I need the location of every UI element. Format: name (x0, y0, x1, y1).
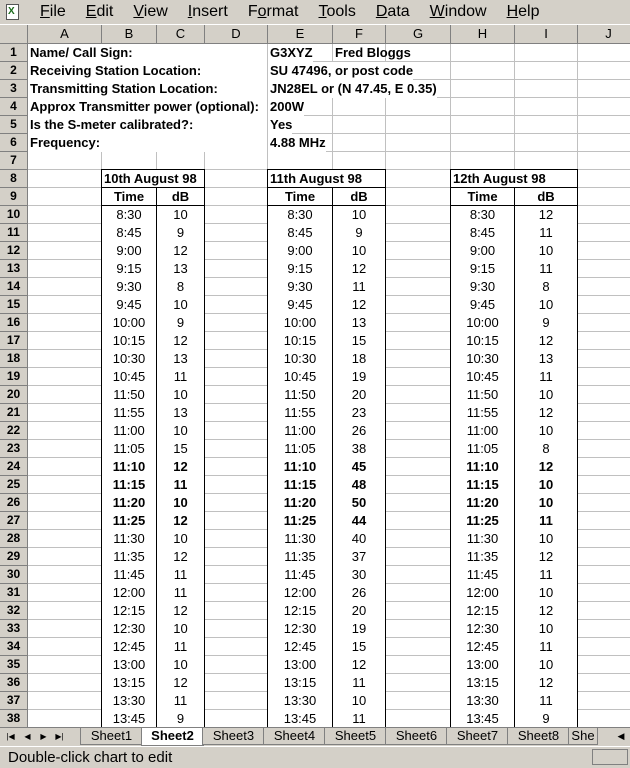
table-cell-time[interactable]: 9:15 (268, 260, 332, 278)
table-cell-time[interactable]: 11:20 (451, 494, 514, 512)
table-cell-db[interactable]: 30 (333, 566, 385, 584)
row-header-35[interactable]: 35 (0, 656, 28, 674)
table-cell-db[interactable]: 10 (333, 206, 385, 224)
table-cell-db[interactable]: 9 (157, 224, 204, 242)
table-cell-time[interactable]: 11:30 (268, 530, 332, 548)
row-header-3[interactable]: 3 (0, 80, 28, 98)
table-cell-db[interactable]: 19 (333, 368, 385, 386)
table-cell-time[interactable]: 11:05 (268, 440, 332, 458)
row-header-29[interactable]: 29 (0, 548, 28, 566)
row-header-16[interactable]: 16 (0, 314, 28, 332)
table-border-middle (156, 187, 157, 727)
tab-sheet4[interactable]: Sheet4 (263, 728, 326, 745)
table-cell-db[interactable]: 8 (515, 278, 577, 296)
table-cell-time[interactable]: 9:15 (102, 260, 156, 278)
table-cell-time[interactable]: 12:00 (268, 584, 332, 602)
table-cell-time[interactable]: 10:45 (451, 368, 514, 386)
menu-data[interactable]: Data (375, 3, 410, 20)
table-cell-time[interactable]: 10:00 (268, 314, 332, 332)
row-header-26[interactable]: 26 (0, 494, 28, 512)
table-border-left (450, 169, 451, 727)
table-cell-time[interactable]: 9:30 (102, 278, 156, 296)
table-cell-db[interactable]: 9 (157, 710, 204, 727)
table-cell-time[interactable]: 11:30 (102, 530, 156, 548)
table-cell-time[interactable]: 12:00 (451, 584, 514, 602)
row-header-34[interactable]: 34 (0, 638, 28, 656)
row-header-11[interactable]: 11 (0, 224, 28, 242)
row-header-38[interactable]: 38 (0, 710, 28, 727)
table-cell-time[interactable]: 10:30 (451, 350, 514, 368)
table-cell-db[interactable]: 15 (157, 440, 204, 458)
table-cell-time[interactable]: 10:30 (102, 350, 156, 368)
table-cell-db[interactable]: 10 (515, 476, 577, 494)
table-cell-db[interactable]: 26 (333, 584, 385, 602)
table-cell-db[interactable]: 11 (515, 224, 577, 242)
menu-file[interactable]: File (40, 3, 66, 20)
row-header-33[interactable]: 33 (0, 620, 28, 638)
row-header-36[interactable]: 36 (0, 674, 28, 692)
table-cell-time[interactable]: 12:15 (268, 602, 332, 620)
table-cell-time[interactable]: 11:10 (102, 458, 156, 476)
table-cell-db[interactable]: 11 (157, 566, 204, 584)
menu-view[interactable]: View (133, 3, 168, 20)
table-cell-db[interactable]: 10 (333, 692, 385, 710)
table-cell-db[interactable]: 10 (157, 296, 204, 314)
last-sheet-button[interactable]: ▶| (55, 732, 64, 741)
menu-insert[interactable]: Insert (187, 3, 228, 20)
table-border-top (450, 169, 578, 170)
table-cell-db[interactable]: 19 (333, 620, 385, 638)
table-cell-db[interactable]: 11 (515, 368, 577, 386)
table-cell-time[interactable]: 13:00 (102, 656, 156, 674)
column-header-f[interactable]: F (333, 25, 386, 44)
table-cell-time[interactable]: 9:45 (102, 296, 156, 314)
table-cell-db[interactable]: 10 (157, 620, 204, 638)
table-cell-time[interactable]: 12:45 (451, 638, 514, 656)
table-cell-db[interactable]: 11 (157, 638, 204, 656)
info-value[interactable]: Yes (270, 117, 293, 132)
table-cell-time[interactable]: 10:00 (451, 314, 514, 332)
tab-sheet2[interactable]: Sheet2 (141, 728, 204, 746)
table-cell-db[interactable]: 9 (157, 314, 204, 332)
table-cell-time[interactable]: 8:30 (102, 206, 156, 224)
table-cell-db[interactable]: 11 (515, 638, 577, 656)
table-cell-db[interactable]: 40 (333, 530, 385, 548)
table-cell-db[interactable]: 23 (333, 404, 385, 422)
table-cell-db[interactable]: 20 (333, 602, 385, 620)
tab-sheet8[interactable]: Sheet8 (507, 728, 570, 745)
column-label-time[interactable]: Time (102, 188, 156, 206)
table-cell-db[interactable]: 12 (515, 206, 577, 224)
table-cell-db[interactable]: 12 (157, 548, 204, 566)
info-value[interactable]: 200W (270, 99, 304, 114)
table-cell-db[interactable]: 12 (157, 332, 204, 350)
row-header-2[interactable]: 2 (0, 62, 28, 80)
table-cell-db[interactable]: 10 (157, 494, 204, 512)
row-header-1[interactable]: 1 (0, 44, 28, 62)
table-cell-time[interactable]: 13:00 (451, 656, 514, 674)
row-header-8[interactable]: 8 (0, 170, 28, 188)
tab-sheet1[interactable]: Sheet1 (80, 728, 143, 745)
row-header-17[interactable]: 17 (0, 332, 28, 350)
table-cell-time[interactable]: 12:15 (102, 602, 156, 620)
table-cell-db[interactable]: 10 (515, 620, 577, 638)
table-cell-db[interactable]: 10 (515, 386, 577, 404)
table-cell-time[interactable]: 11:10 (451, 458, 514, 476)
table-cell-db[interactable]: 44 (333, 512, 385, 530)
table-cell-db[interactable]: 12 (515, 332, 577, 350)
column-label-db[interactable]: dB (157, 188, 204, 206)
table-cell-time[interactable]: 11:25 (268, 512, 332, 530)
table-cell-time[interactable]: 13:45 (451, 710, 514, 727)
table-cell-db[interactable]: 11 (333, 674, 385, 692)
column-header-g[interactable]: G (386, 25, 451, 44)
table-cell-time[interactable]: 11:05 (102, 440, 156, 458)
row-header-7[interactable]: 7 (0, 152, 28, 170)
table-cell-time[interactable]: 11:15 (268, 476, 332, 494)
table-border-top (101, 169, 205, 170)
table-cell-time[interactable]: 11:30 (451, 530, 514, 548)
row-header-37[interactable]: 37 (0, 692, 28, 710)
table-cell-time[interactable]: 8:30 (451, 206, 514, 224)
table-cell-time[interactable]: 11:20 (102, 494, 156, 512)
info-label[interactable]: Transmitting Station Location: (28, 80, 267, 98)
table-cell-db[interactable]: 37 (333, 548, 385, 566)
table-cell-time[interactable]: 9:45 (268, 296, 332, 314)
table-border-title (267, 187, 386, 188)
table-border-header (267, 205, 386, 206)
table-cell-db[interactable]: 11 (515, 260, 577, 278)
table-cell-time[interactable]: 11:20 (268, 494, 332, 512)
menu-format[interactable]: Format (247, 3, 299, 20)
table-cell-db[interactable]: 12 (157, 242, 204, 260)
tab-sheet7[interactable]: Sheet7 (446, 728, 509, 745)
column-header-a[interactable]: A (28, 25, 102, 44)
table-cell-time[interactable]: 10:15 (102, 332, 156, 350)
table-cell-db[interactable]: 12 (157, 512, 204, 530)
table-cell-time[interactable]: 13:15 (451, 674, 514, 692)
table-border-middle (332, 187, 333, 727)
table-cell-db[interactable]: 10 (515, 296, 577, 314)
table-cell-time[interactable]: 9:30 (268, 278, 332, 296)
table-cell-time[interactable]: 11:35 (451, 548, 514, 566)
table-cell-db[interactable]: 8 (515, 440, 577, 458)
table-cell-time[interactable]: 11:55 (102, 404, 156, 422)
info-value[interactable]: 4.88 MHz (270, 135, 326, 150)
table-cell-db[interactable]: 12 (157, 602, 204, 620)
row-header-31[interactable]: 31 (0, 584, 28, 602)
table-cell-time[interactable]: 9:45 (451, 296, 514, 314)
table-cell-time[interactable]: 12:30 (102, 620, 156, 638)
table-cell-db[interactable]: 12 (333, 296, 385, 314)
table-cell-db[interactable]: 11 (157, 476, 204, 494)
table-cell-time[interactable]: 9:30 (451, 278, 514, 296)
column-header-e[interactable]: E (268, 25, 333, 44)
table-cell-db[interactable]: 10 (333, 242, 385, 260)
table-cell-time[interactable]: 13:15 (102, 674, 156, 692)
info-value-name[interactable]: Fred Bloggs (335, 45, 411, 60)
table-cell-time[interactable]: 11:45 (102, 566, 156, 584)
table-cell-time[interactable]: 8:45 (451, 224, 514, 242)
table-cell-time[interactable]: 9:00 (268, 242, 332, 260)
table-cell-db[interactable]: 11 (333, 710, 385, 727)
next-sheet-button[interactable]: ▶ (40, 732, 47, 741)
row-header-19[interactable]: 19 (0, 368, 28, 386)
prev-sheet-button[interactable]: ◀ (24, 732, 31, 741)
table-border-top (267, 169, 386, 170)
table-cell-time[interactable]: 12:15 (451, 602, 514, 620)
row-header-10[interactable]: 10 (0, 206, 28, 224)
table-cell-db[interactable]: 26 (333, 422, 385, 440)
table-cell-db[interactable]: 9 (333, 224, 385, 242)
table-cell-db[interactable]: 12 (333, 656, 385, 674)
row-header-25[interactable]: 25 (0, 476, 28, 494)
table-cell-db[interactable]: 38 (333, 440, 385, 458)
table-cell-time[interactable]: 9:00 (102, 242, 156, 260)
table-cell-time[interactable]: 12:30 (268, 620, 332, 638)
table-cell-db[interactable]: 10 (157, 206, 204, 224)
info-value[interactable]: SU 47496, or post code (270, 63, 414, 78)
row-header-14[interactable]: 14 (0, 278, 28, 296)
table-cell-time[interactable]: 11:15 (102, 476, 156, 494)
table-cell-time[interactable]: 12:45 (102, 638, 156, 656)
table-cell-time[interactable]: 13:30 (102, 692, 156, 710)
table-border-right (204, 169, 205, 727)
table-cell-db[interactable]: 12 (515, 404, 577, 422)
table-cell-time[interactable]: 10:30 (268, 350, 332, 368)
menu-tools[interactable]: Tools (318, 3, 356, 20)
table-title[interactable]: 12th August 98 (451, 170, 577, 188)
table-border-left (267, 169, 268, 727)
table-cell-time[interactable]: 11:55 (451, 404, 514, 422)
table-cell-db[interactable]: 10 (515, 584, 577, 602)
table-cell-time[interactable]: 13:30 (268, 692, 332, 710)
info-label[interactable]: Receiving Station Location: (28, 62, 267, 80)
row-header-18[interactable]: 18 (0, 350, 28, 368)
tab-she[interactable]: She (568, 728, 598, 745)
table-cell-time[interactable]: 13:30 (451, 692, 514, 710)
spreadsheet-grid (0, 25, 630, 727)
table-cell-db[interactable]: 15 (333, 638, 385, 656)
row-header-4[interactable]: 4 (0, 98, 28, 116)
table-cell-time[interactable]: 10:15 (268, 332, 332, 350)
row-header-30[interactable]: 30 (0, 566, 28, 584)
tab-sheet6[interactable]: Sheet6 (385, 728, 448, 745)
table-border-right (385, 169, 386, 727)
info-value[interactable]: JN28EL or (N 47.45, E 0.35) (270, 81, 437, 96)
table-cell-db[interactable]: 11 (157, 692, 204, 710)
table-cell-db[interactable]: 13 (157, 404, 204, 422)
column-label-db[interactable]: dB (515, 188, 577, 206)
table-cell-time[interactable]: 12:45 (268, 638, 332, 656)
table-cell-db[interactable]: 10 (515, 656, 577, 674)
table-cell-time[interactable]: 11:50 (451, 386, 514, 404)
column-header-j[interactable]: J (578, 25, 630, 44)
table-cell-db[interactable]: 10 (157, 422, 204, 440)
table-cell-db[interactable]: 9 (515, 314, 577, 332)
row-header-21[interactable]: 21 (0, 404, 28, 422)
table-cell-time[interactable]: 12:30 (451, 620, 514, 638)
table-cell-time[interactable]: 11:35 (102, 548, 156, 566)
table-cell-db[interactable]: 18 (333, 350, 385, 368)
table-border-right (577, 169, 578, 727)
column-header-h[interactable]: H (451, 25, 515, 44)
table-title[interactable]: 10th August 98 (102, 170, 204, 188)
table-cell-db[interactable]: 11 (515, 566, 577, 584)
table-cell-db[interactable]: 13 (515, 350, 577, 368)
table-border-title (101, 187, 205, 188)
menu-window[interactable]: Window (429, 3, 487, 20)
table-cell-time[interactable]: 9:15 (451, 260, 514, 278)
table-border-left (101, 169, 102, 727)
table-cell-db[interactable]: 20 (333, 386, 385, 404)
status-text: Double-click chart to edit (8, 749, 173, 766)
tab-scroll-icon[interactable]: ◀ (617, 731, 625, 741)
row-header-27[interactable]: 27 (0, 512, 28, 530)
table-cell-time[interactable]: 11:00 (268, 422, 332, 440)
table-cell-db[interactable]: 11 (333, 278, 385, 296)
table-cell-db[interactable]: 9 (515, 710, 577, 727)
table-cell-db[interactable]: 50 (333, 494, 385, 512)
table-cell-time[interactable]: 11:00 (102, 422, 156, 440)
table-cell-db[interactable]: 15 (333, 332, 385, 350)
table-cell-db[interactable]: 13 (333, 314, 385, 332)
status-bar (0, 746, 630, 768)
row-header-6[interactable]: 6 (0, 134, 28, 152)
row-header-32[interactable]: 32 (0, 602, 28, 620)
table-cell-time[interactable]: 8:45 (268, 224, 332, 242)
table-title[interactable]: 11th August 98 (268, 170, 385, 188)
table-cell-db[interactable]: 10 (157, 530, 204, 548)
table-cell-time[interactable]: 11:55 (268, 404, 332, 422)
table-cell-time[interactable]: 11:50 (268, 386, 332, 404)
table-cell-db[interactable]: 13 (157, 350, 204, 368)
table-cell-db[interactable]: 11 (515, 692, 577, 710)
table-cell-time[interactable]: 10:15 (451, 332, 514, 350)
tab-sheet3[interactable]: Sheet3 (202, 728, 265, 745)
table-cell-time[interactable]: 10:45 (102, 368, 156, 386)
table-cell-db[interactable]: 11 (515, 512, 577, 530)
column-header-d[interactable]: D (205, 25, 268, 44)
row-header-23[interactable]: 23 (0, 440, 28, 458)
row-header-9[interactable]: 9 (0, 188, 28, 206)
table-cell-time[interactable]: 11:25 (451, 512, 514, 530)
table-cell-time[interactable]: 13:15 (268, 674, 332, 692)
column-header-b[interactable]: B (102, 25, 157, 44)
menu-help[interactable]: Help (506, 3, 540, 20)
info-label[interactable]: Is the S-meter calibrated?: (28, 116, 267, 134)
table-cell-time[interactable]: 13:00 (268, 656, 332, 674)
table-cell-db[interactable]: 12 (157, 458, 204, 476)
table-cell-time[interactable]: 11:10 (268, 458, 332, 476)
table-cell-time[interactable]: 8:30 (268, 206, 332, 224)
table-cell-db[interactable]: 45 (333, 458, 385, 476)
table-cell-db[interactable]: 10 (515, 494, 577, 512)
table-cell-db[interactable]: 11 (157, 368, 204, 386)
table-cell-time[interactable]: 11:00 (451, 422, 514, 440)
row-header-28[interactable]: 28 (0, 530, 28, 548)
table-cell-time[interactable]: 13:45 (102, 710, 156, 727)
menu-edit[interactable]: Edit (85, 3, 114, 20)
table-cell-time[interactable]: 11:15 (451, 476, 514, 494)
tab-sheet5[interactable]: Sheet5 (324, 728, 387, 745)
menu-items (30, 0, 550, 24)
info-label[interactable]: Approx Transmitter power (optional): (28, 98, 267, 116)
table-cell-time[interactable]: 13:45 (268, 710, 332, 727)
row-header-22[interactable]: 22 (0, 422, 28, 440)
table-cell-time[interactable]: 12:00 (102, 584, 156, 602)
table-cell-db[interactable]: 10 (157, 386, 204, 404)
table-cell-time[interactable]: 10:45 (268, 368, 332, 386)
column-label-time[interactable]: Time (268, 188, 332, 206)
info-label[interactable]: Frequency: (28, 134, 267, 152)
status-panel (592, 749, 628, 765)
table-border-middle (514, 187, 515, 727)
column-header-i[interactable]: I (515, 25, 578, 44)
column-label-db[interactable]: dB (333, 188, 385, 206)
table-cell-time[interactable]: 11:45 (451, 566, 514, 584)
row-header-15[interactable]: 15 (0, 296, 28, 314)
table-cell-db[interactable]: 48 (333, 476, 385, 494)
table-cell-db[interactable]: 12 (157, 674, 204, 692)
table-cell-time[interactable]: 9:00 (451, 242, 514, 260)
table-cell-time[interactable]: 10:00 (102, 314, 156, 332)
table-cell-db[interactable]: 10 (515, 422, 577, 440)
table-cell-db[interactable]: 11 (157, 584, 204, 602)
table-cell-time[interactable]: 11:25 (102, 512, 156, 530)
menu-bar (0, 0, 630, 24)
table-cell-db[interactable]: 12 (515, 602, 577, 620)
table-cell-db[interactable]: 12 (515, 674, 577, 692)
table-cell-time[interactable]: 11:50 (102, 386, 156, 404)
select-all-corner[interactable] (0, 25, 28, 44)
row-header-12[interactable]: 12 (0, 242, 28, 260)
table-cell-time[interactable]: 11:35 (268, 548, 332, 566)
table-cell-time[interactable]: 11:05 (451, 440, 514, 458)
table-border-header (101, 205, 205, 206)
column-header-c[interactable]: C (157, 25, 205, 44)
table-cell-db[interactable]: 12 (515, 458, 577, 476)
table-cell-time[interactable]: 8:45 (102, 224, 156, 242)
row-header-13[interactable]: 13 (0, 260, 28, 278)
row-header-24[interactable]: 24 (0, 458, 28, 476)
table-cell-db[interactable]: 10 (515, 242, 577, 260)
excel-app-icon[interactable]: X (4, 3, 22, 21)
row-header-5[interactable]: 5 (0, 116, 28, 134)
sheet-tab-bar (0, 727, 630, 746)
first-sheet-button[interactable]: |◀ (6, 732, 15, 741)
table-cell-db[interactable]: 10 (157, 656, 204, 674)
row-header-20[interactable]: 20 (0, 386, 28, 404)
column-label-time[interactable]: Time (451, 188, 514, 206)
info-label[interactable]: Name/ Call Sign: (28, 44, 267, 62)
table-cell-time[interactable]: 11:45 (268, 566, 332, 584)
table-cell-db[interactable]: 8 (157, 278, 204, 296)
table-cell-db[interactable]: 12 (515, 548, 577, 566)
info-value[interactable]: G3XYZ (270, 45, 313, 60)
table-cell-db[interactable]: 12 (333, 260, 385, 278)
table-cell-db[interactable]: 10 (515, 530, 577, 548)
table-cell-db[interactable]: 13 (157, 260, 204, 278)
